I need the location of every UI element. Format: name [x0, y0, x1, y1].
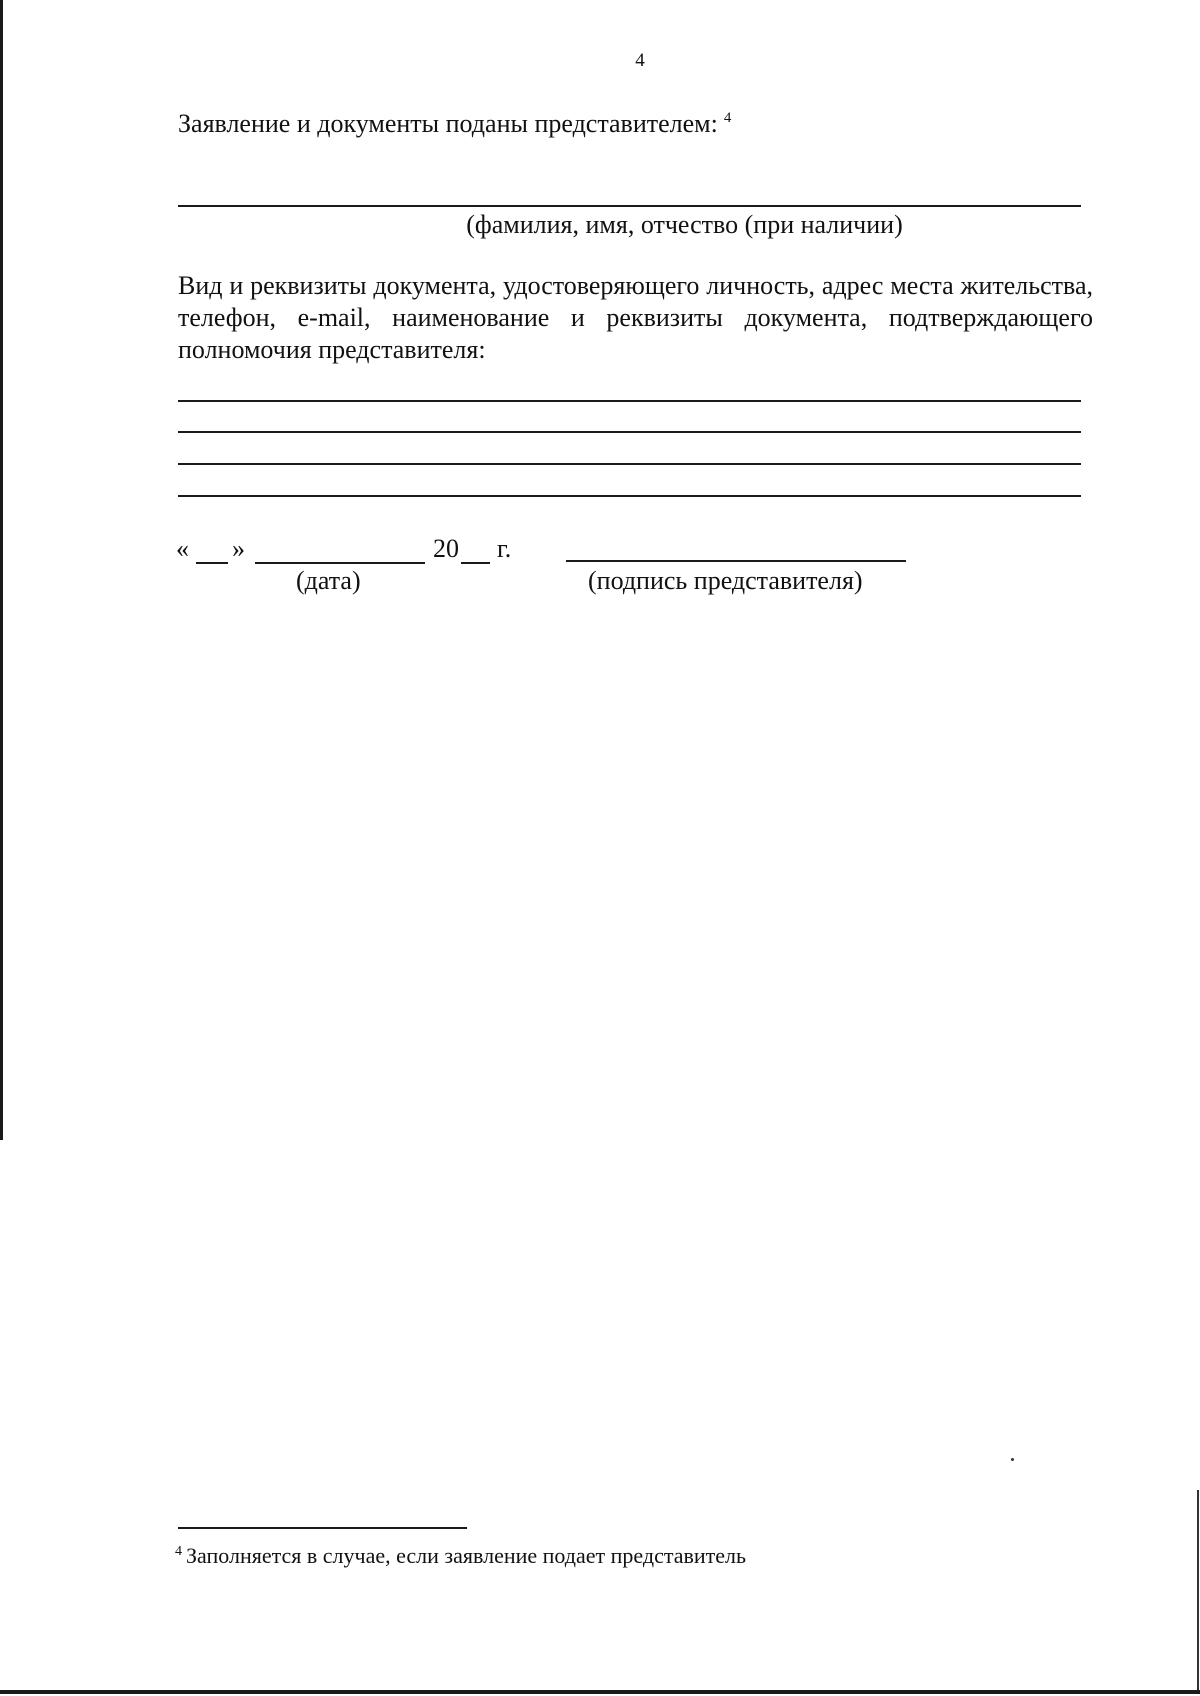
footnote-separator — [178, 1527, 467, 1529]
scan-speck — [1011, 1458, 1014, 1461]
representative-details-paragraph: Вид и реквизиты документа, удостоверяющего личность, адрес места жительства, телефон, e-mail, наименование и реквизиты документа, подтверждающего полномочия представителя: — [178, 271, 1093, 364]
details-blank-line-3[interactable] — [178, 463, 1081, 465]
month-blank-line[interactable] — [255, 562, 425, 564]
footnote — [175, 1543, 746, 1569]
full-name-blank-line[interactable] — [178, 205, 1081, 207]
date-close-quote: » — [232, 534, 245, 563]
page-number: 4 — [635, 50, 645, 71]
year-suffix: г. — [497, 534, 512, 563]
scan-bottom-edge — [0, 1690, 1200, 1694]
details-blank-line-1[interactable] — [178, 400, 1081, 402]
scan-left-edge — [0, 0, 3, 1140]
signature-blank-line[interactable] — [566, 560, 906, 562]
footnote-text: Заполняется в случае, если заявление подает представитель — [186, 1543, 747, 1568]
footnote-reference: 4 — [723, 110, 732, 127]
representative-heading-text: Заявление и документы поданы представителем: — [178, 109, 718, 138]
year-blank-line[interactable] — [461, 562, 490, 564]
year-prefix: 20 — [433, 534, 459, 563]
day-blank-line[interactable] — [196, 562, 228, 564]
details-blank-line-2[interactable] — [178, 431, 1081, 433]
scan-right-edge — [1197, 1490, 1199, 1690]
full-name-caption: (фамилия, имя, отчество (при наличии) — [466, 210, 903, 239]
signature-caption: (подпись представителя) — [588, 566, 863, 595]
details-blank-line-4[interactable] — [178, 495, 1081, 497]
date-caption: (дата) — [296, 566, 361, 595]
footnote-marker: 4 — [175, 1543, 182, 1559]
date-open-quote: « — [176, 534, 189, 563]
representative-heading — [178, 109, 731, 139]
